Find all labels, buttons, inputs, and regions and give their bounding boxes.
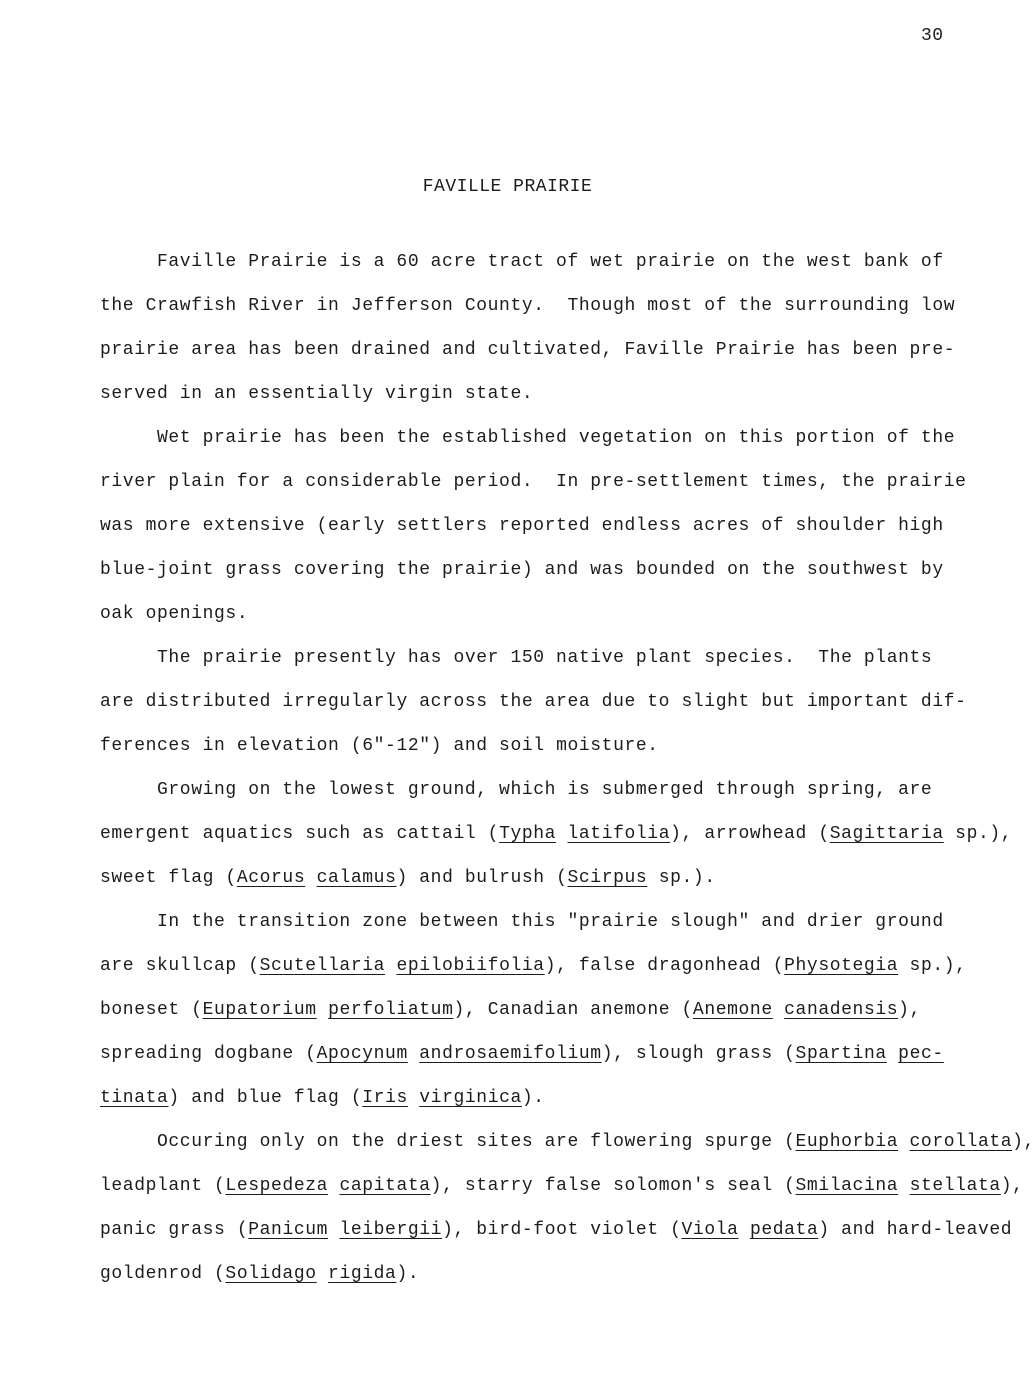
text-line	[100, 284, 1000, 328]
species-name: Typha	[499, 824, 557, 844]
text-span: ), starry false solomon's seal (	[430, 1176, 796, 1196]
species-name: Lespedeza	[225, 1176, 329, 1196]
text-line	[100, 460, 1000, 504]
text-span: are skullcap (	[100, 956, 260, 976]
text-span: Faville Prairie is a 60 acre tract of wet prairie on the west bank of	[157, 252, 944, 272]
text-span: prairie area has been drained and cultivated, Faville Prairie has been pre-	[100, 340, 956, 360]
text-span: ),	[898, 1000, 921, 1020]
text-line	[100, 372, 1000, 416]
species-name: leibergii	[339, 1220, 443, 1240]
species-name: capitata	[339, 1176, 431, 1196]
text-span: ) and hard-leaved	[818, 1220, 1013, 1240]
text-span	[898, 1132, 909, 1152]
text-span: ferences in elevation (6"-12") and soil moisture.	[100, 736, 659, 756]
species-name: latifolia	[567, 824, 671, 844]
species-name: Spartina	[795, 1044, 887, 1064]
species-name: perfoliatum	[328, 1000, 454, 1020]
text-span: ) and bulrush (	[396, 868, 568, 888]
text-line	[100, 988, 1000, 1032]
text-span: panic grass (	[100, 1220, 249, 1240]
text-line	[100, 416, 1000, 460]
species-name: pec-	[898, 1044, 944, 1064]
text-span: In the transition zone between this "prairie slough" and drier ground	[157, 912, 944, 932]
text-line	[100, 900, 1000, 944]
species-name: rigida	[328, 1264, 397, 1284]
text-span: ), arrowhead (	[670, 824, 830, 844]
text-span	[317, 1000, 328, 1020]
species-name: epilobiifolia	[396, 956, 545, 976]
text-span: The prairie presently has over 150 native plant species. The plants	[157, 648, 933, 668]
page-title: FAVILLE PRAIRIE	[422, 177, 593, 197]
species-name: Solidago	[225, 1264, 317, 1284]
text-span: goldenrod (	[100, 1264, 226, 1284]
text-line	[100, 548, 1000, 592]
text-span: ) and blue flag (	[168, 1088, 363, 1108]
paragraph	[100, 416, 1000, 636]
species-name: stellata	[909, 1176, 1001, 1196]
text-span: served in an essentially virgin state.	[100, 384, 534, 404]
text-span: Wet prairie has been the established vegetation on this portion of the	[157, 428, 956, 448]
text-span	[408, 1088, 419, 1108]
species-name: Physotegia	[784, 956, 899, 976]
paragraph	[100, 768, 1013, 900]
text-span: leadplant (	[100, 1176, 226, 1196]
species-name: Anemone	[692, 1000, 773, 1020]
text-span	[739, 1220, 750, 1240]
species-name: calamus	[316, 868, 397, 888]
text-line	[100, 856, 1000, 900]
text-span: sp.),	[943, 824, 1013, 844]
text-span: ), bird-foot violet (	[442, 1220, 682, 1240]
text-span	[887, 1044, 898, 1064]
species-name: Apocynum	[316, 1044, 408, 1064]
species-name: tinata	[100, 1088, 169, 1108]
text-line	[100, 504, 1000, 548]
species-name: Euphorbia	[795, 1132, 899, 1152]
text-span: the Crawfish River in Jefferson County. Though most of the surrounding low	[100, 296, 956, 316]
species-name: canadensis	[784, 1000, 899, 1020]
text-span: was more extensive (early settlers reported endless acres of shoulder high	[100, 516, 944, 536]
page-number: 30	[921, 26, 944, 46]
text-span	[317, 1264, 328, 1284]
species-name: Panicum	[248, 1220, 329, 1240]
species-name: Iris	[362, 1088, 408, 1108]
text-span	[385, 956, 396, 976]
text-span: sweet flag (	[100, 868, 237, 888]
paragraph	[100, 1120, 1035, 1296]
text-span: ), Canadian anemone (	[453, 1000, 693, 1020]
species-name: Scutellaria	[259, 956, 386, 976]
text-span: sp.).	[647, 868, 716, 888]
text-line	[100, 1032, 1000, 1076]
paragraph	[100, 900, 1000, 1120]
text-line	[100, 1252, 1000, 1296]
text-line	[100, 1164, 1024, 1208]
text-span: ).	[396, 1264, 420, 1284]
text-span: ),	[1012, 1132, 1035, 1152]
text-span: spreading dogbane (	[100, 1044, 317, 1064]
text-line	[100, 812, 1013, 856]
text-span: are distributed irregularly across the area due to slight but important dif-	[100, 692, 967, 712]
text-span: Growing on the lowest ground, which is submerged through spring, are	[157, 780, 933, 800]
species-name: virginica	[419, 1088, 522, 1108]
text-span	[328, 1220, 339, 1240]
species-name: androsaemifolium	[419, 1044, 602, 1064]
text-span: ), slough grass (	[601, 1044, 796, 1064]
species-name: Eupatorium	[202, 1000, 317, 1020]
text-span	[898, 1176, 909, 1196]
paragraph	[100, 636, 1000, 768]
text-span: blue-joint grass covering the prairie) and was bounded on the southwest by	[100, 560, 944, 580]
text-line	[100, 636, 1000, 680]
species-name: corollata	[909, 1132, 1013, 1152]
species-name: Sagittaria	[829, 824, 944, 844]
body-text	[100, 240, 1035, 1296]
text-line	[100, 1076, 1000, 1120]
text-span	[328, 1176, 339, 1196]
text-line	[100, 944, 1000, 988]
species-name: Acorus	[236, 868, 306, 888]
text-span: ).	[521, 1088, 545, 1108]
text-line	[100, 240, 1000, 284]
text-span: sp.),	[898, 956, 967, 976]
species-name: Scirpus	[567, 868, 648, 888]
text-line	[100, 592, 1000, 636]
text-span: boneset (	[100, 1000, 203, 1020]
text-span: Occuring only on the driest sites are flowering spurge (	[157, 1132, 796, 1152]
text-line	[100, 768, 1000, 812]
species-name: Viola	[681, 1220, 739, 1240]
text-span: ),	[1000, 1176, 1024, 1196]
text-span: ), false dragonhead (	[544, 956, 785, 976]
species-name: Smilacina	[795, 1176, 899, 1196]
text-line	[100, 1120, 1035, 1164]
text-span	[556, 824, 567, 844]
text-span	[408, 1044, 419, 1064]
text-span: oak openings.	[100, 604, 249, 624]
text-span	[305, 868, 316, 888]
species-name: pedata	[749, 1220, 819, 1240]
text-span: river plain for a considerable period. In pre-settlement times, the prairie	[100, 472, 967, 492]
text-span	[773, 1000, 784, 1020]
text-span: emergent aquatics such as cattail (	[100, 824, 500, 844]
text-line	[100, 680, 1000, 724]
text-line	[100, 724, 1000, 768]
text-line	[100, 1208, 1013, 1252]
paragraph	[100, 240, 1000, 416]
text-line	[100, 328, 1000, 372]
